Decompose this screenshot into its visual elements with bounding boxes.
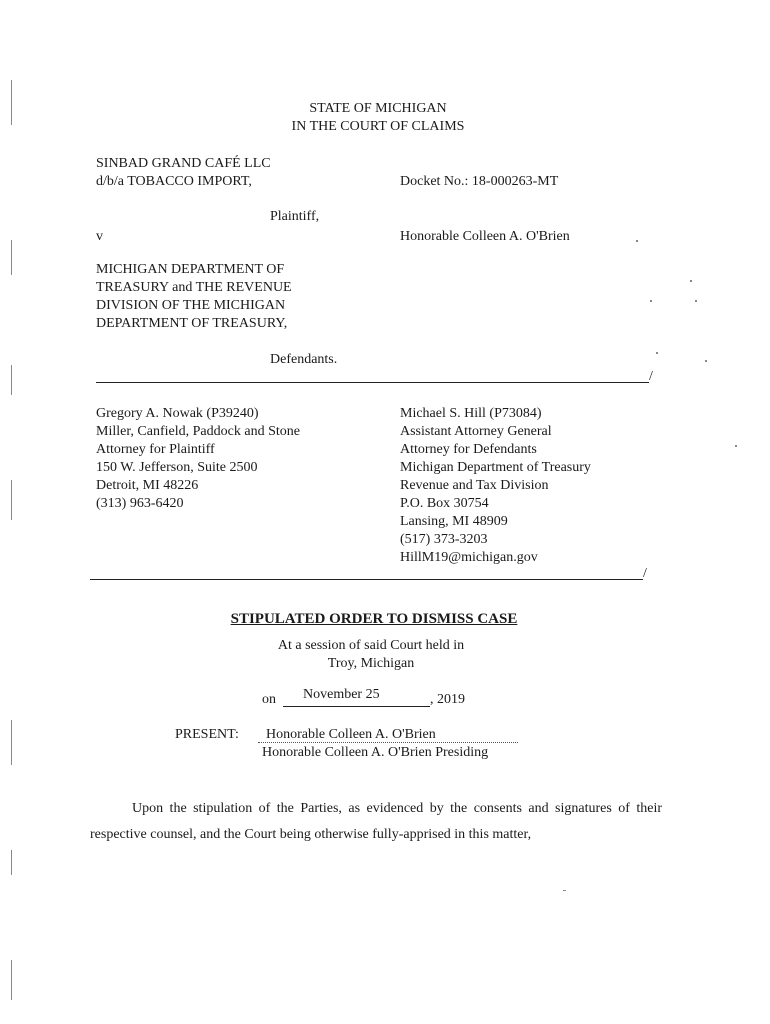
defendant-counsel-line: Michael S. Hill (P73084) bbox=[400, 406, 542, 421]
order-title: STIPULATED ORDER TO DISMISS CASE bbox=[230, 611, 518, 627]
defendant-email: HillM19@michigan.gov bbox=[400, 550, 538, 565]
counsel-divider-slash: / bbox=[643, 566, 647, 581]
plaintiff-name-line2: d/b/a TOBACCO IMPORT, bbox=[96, 174, 252, 189]
present-label: PRESENT: bbox=[175, 727, 239, 742]
caption-divider bbox=[96, 382, 649, 383]
order-body-paragraph bbox=[90, 796, 662, 848]
date-fill-line bbox=[283, 706, 430, 707]
caption-divider-slash: / bbox=[649, 369, 653, 384]
defendant-name-line1: MICHIGAN DEPARTMENT OF bbox=[96, 262, 285, 277]
plaintiff-counsel-line: 150 W. Jefferson, Suite 2500 bbox=[96, 460, 258, 475]
present-judge-signature: Honorable Colleen A. O'Brien bbox=[266, 727, 436, 742]
docket-number: Docket No.: 18-000263-MT bbox=[400, 174, 559, 189]
plaintiff-counsel-line: Detroit, MI 48226 bbox=[96, 478, 199, 493]
defendant-counsel-line: Revenue and Tax Division bbox=[400, 478, 549, 493]
defendant-name-line3: DIVISION OF THE MICHIGAN bbox=[96, 298, 286, 313]
defendant-counsel-line: Attorney for Defendants bbox=[400, 442, 537, 457]
defendant-name-line2: TREASURY and THE REVENUE bbox=[96, 280, 292, 295]
court-heading: IN THE COURT OF CLAIMS bbox=[291, 119, 465, 134]
on-label: on bbox=[262, 692, 276, 707]
order-year: , 2019 bbox=[430, 692, 465, 707]
defendant-counsel-line: Assistant Attorney General bbox=[400, 424, 552, 439]
defendant-counsel-line: P.O. Box 30754 bbox=[400, 496, 489, 511]
plaintiff-counsel-line: Attorney for Plaintiff bbox=[96, 442, 215, 457]
order-date: November 25 bbox=[303, 687, 380, 702]
plaintiff-counsel-line: Miller, Canfield, Paddock and Stone bbox=[96, 424, 300, 439]
session-line1: At a session of said Court held in bbox=[277, 638, 465, 653]
defendant-counsel-line: Michigan Department of Treasury bbox=[400, 460, 591, 475]
assigned-judge: Honorable Colleen A. O'Brien bbox=[400, 229, 570, 244]
plaintiff-counsel-line: Gregory A. Nowak (P39240) bbox=[96, 406, 259, 421]
order-body-text: Upon the stipulation of the Parties, as evidenced by the consents and signatures of their respective counsel, and the Court being otherwise fully-apprised in this matter, bbox=[90, 801, 662, 842]
plaintiff-name-line1: SINBAD GRAND CAFÉ LLC bbox=[96, 156, 271, 171]
defendant-label: Defendants. bbox=[270, 352, 338, 367]
defendant-name-line4: DEPARTMENT OF TREASURY, bbox=[96, 316, 288, 331]
plaintiff-label: Plaintiff, bbox=[270, 209, 320, 224]
presiding-judge: Honorable Colleen A. O'Brien Presiding bbox=[262, 745, 489, 760]
defendant-counsel-line: (517) 373-3203 bbox=[400, 532, 488, 547]
counsel-divider bbox=[90, 579, 643, 580]
session-line2: Troy, Michigan bbox=[327, 656, 415, 671]
plaintiff-counsel-line: (313) 963-6420 bbox=[96, 496, 184, 511]
versus: v bbox=[96, 229, 103, 244]
defendant-counsel-line: Lansing, MI 48909 bbox=[400, 514, 508, 529]
state-heading: STATE OF MICHIGAN bbox=[309, 101, 447, 116]
